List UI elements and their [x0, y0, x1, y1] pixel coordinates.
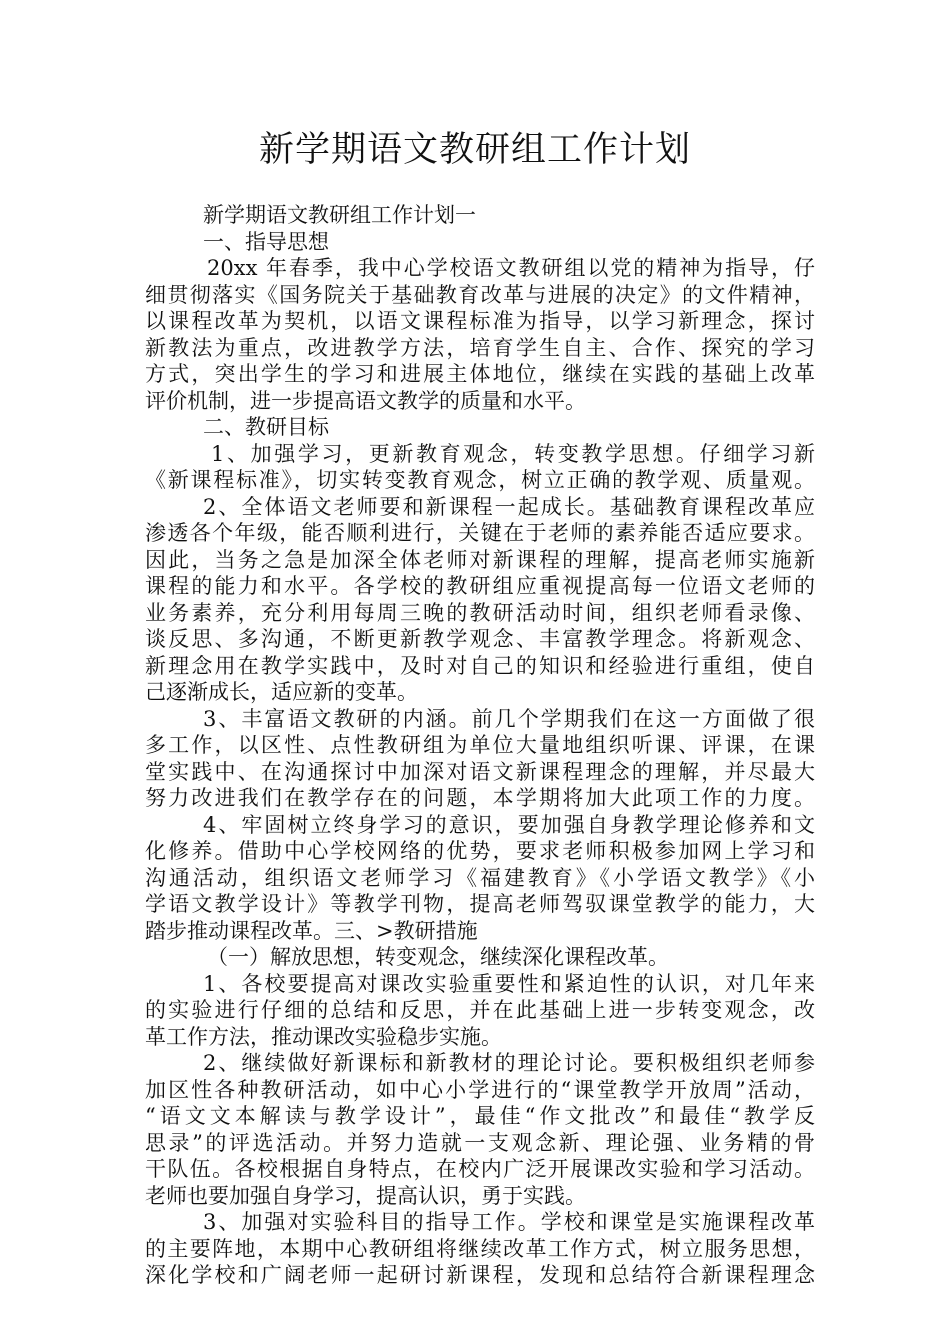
paragraph-line: 新教法为重点，改进教学方法，培育学生自主、合作、探究的学习 — [145, 335, 815, 360]
subtitle-line: 新学期语文教研组工作计划一 — [203, 203, 476, 227]
paragraph-line: 多工作，以区性、点性教研组为单位大量地组织听课、评课，在课 — [145, 733, 815, 757]
paragraph-line: 方式，突出学生的学习和进展主体地位，继续在实践的基础上改革 — [145, 362, 815, 386]
paragraph-line: 3、丰富语文教研的内涵。前几个学期我们在这一方面做了很 — [203, 706, 815, 731]
paragraph-line: 业务素养，充分利用每周三晚的教研活动时间，组织老师看录像、 — [145, 600, 815, 625]
paragraph-line: 渗透各个年级，能否顺利进行，关键在于老师的素养能否适应要求。 — [145, 521, 815, 545]
paragraph-line: 谈反思、多沟通，不断更新教学观念、丰富教学理念。将新观念、 — [145, 627, 815, 651]
paragraph-line: 己逐渐成长，适应新的变革。 — [145, 680, 418, 704]
section-heading: 二、教研目标 — [203, 415, 329, 439]
paragraph-line: 1、各校要提高对课改实验重要性和紧迫性的认识，对几年来 — [203, 971, 815, 996]
paragraph-line: 踏步推动课程改革。三、>教研措施 — [145, 918, 478, 943]
paragraph-line: “语文文本解读与教学设计”，最佳“作文批改”和最佳“教学反 — [145, 1104, 815, 1128]
paragraph-line: 老师也要加强自身学习，提高认识，勇于实践。 — [145, 1183, 586, 1208]
paragraph-line: 堂实践中、在沟通探讨中加深对语文新课程理念的理解，并尽最大 — [145, 759, 815, 784]
paragraph-line: 学语文教学设计》等教学刊物，提高老师驾驭课堂教学的能力，大 — [145, 892, 815, 916]
paragraph-line: 1、加强学习，更新教育观念，转变教学思想。仔细学习新 — [211, 441, 815, 466]
paragraph-line: 2、继续做好新课标和新教材的理论讨论。要积极组织老师参 — [203, 1051, 815, 1075]
paragraph-line: 因此，当务之急是加深全体老师对新课程的理解，提高老师实施新 — [145, 547, 815, 572]
paragraph-line: 4、牢固树立终身学习的意识，要加强自身教学理论修养和文 — [203, 812, 815, 837]
paragraph-line: 化修养。借助中心学校网络的优势，要求老师积极参加网上学习和 — [145, 839, 815, 863]
paragraph-line: 细贯彻落实《国务院关于基础教育改革与进展的决定》的文件精神， — [145, 282, 815, 307]
paragraph-line: 努力改进我们在教学存在的问题，本学期将加大此项工作的力度。 — [145, 786, 815, 810]
paragraph-line: 评价机制，进一步提高语文教学的质量和水平。 — [145, 388, 586, 413]
paragraph-line: 革工作方法，推动课改实验稳步实施。 — [145, 1024, 502, 1049]
paragraph-line: 20xx 年春季，我中心学校语文教研组以党的精神为指导，仔 — [207, 256, 815, 280]
paragraph-line: 以课程改革为契机，以语文课程标准为指导，以学习新理念，探讨 — [145, 309, 815, 333]
document-title: 新学期语文教研组工作计划 — [258, 130, 691, 170]
paragraph-line: 新理念用在教学实践中，及时对自己的知识和经验进行重组，使自 — [145, 653, 815, 678]
document-body — [145, 202, 815, 1289]
paragraph-line: 课程的能力和水平。各学校的教研组应重视提高每一位语文老师的 — [145, 574, 815, 598]
paragraph-line: 3、加强对实验科目的指导工作。学校和课堂是实施课程改革 — [203, 1210, 815, 1234]
paragraph-line: 加区性各种教研活动，如中心小学进行的“课堂教学开放周”活动， — [145, 1077, 815, 1102]
paragraph-line: 的主要阵地，本期中心教研组将继续改革工作方式，树立服务思想， — [145, 1236, 815, 1261]
paragraph-line: 《新课程标准》，切实转变教育观念，树立正确的教学观、质量观。 — [145, 468, 815, 492]
section-heading: （一）解放思想，转变观念，继续深化课程改革。 — [207, 945, 669, 969]
section-heading: 一、指导思想 — [203, 229, 329, 254]
paragraph-line: 2、全体语文老师要和新课程一起成长。基础教育课程改革应 — [203, 494, 815, 519]
paragraph-line: 干队伍。各校根据自身特点，在校内广泛开展课改实验和学习活动。 — [145, 1157, 815, 1181]
paragraph-line: 深化学校和广阔老师一起研讨新课程，发现和总结符合新课程理念 — [145, 1263, 815, 1287]
paragraph-line: 思录”的评选活动。并努力造就一支观念新、理论强、业务精的骨 — [145, 1130, 815, 1155]
paragraph-line: 的实验进行仔细的总结和反思，并在此基础上进一步转变观念，改 — [145, 998, 815, 1022]
paragraph-line: 沟通活动，组织语文老师学习《福建教育》《小学语文教学》《小 — [145, 865, 815, 890]
